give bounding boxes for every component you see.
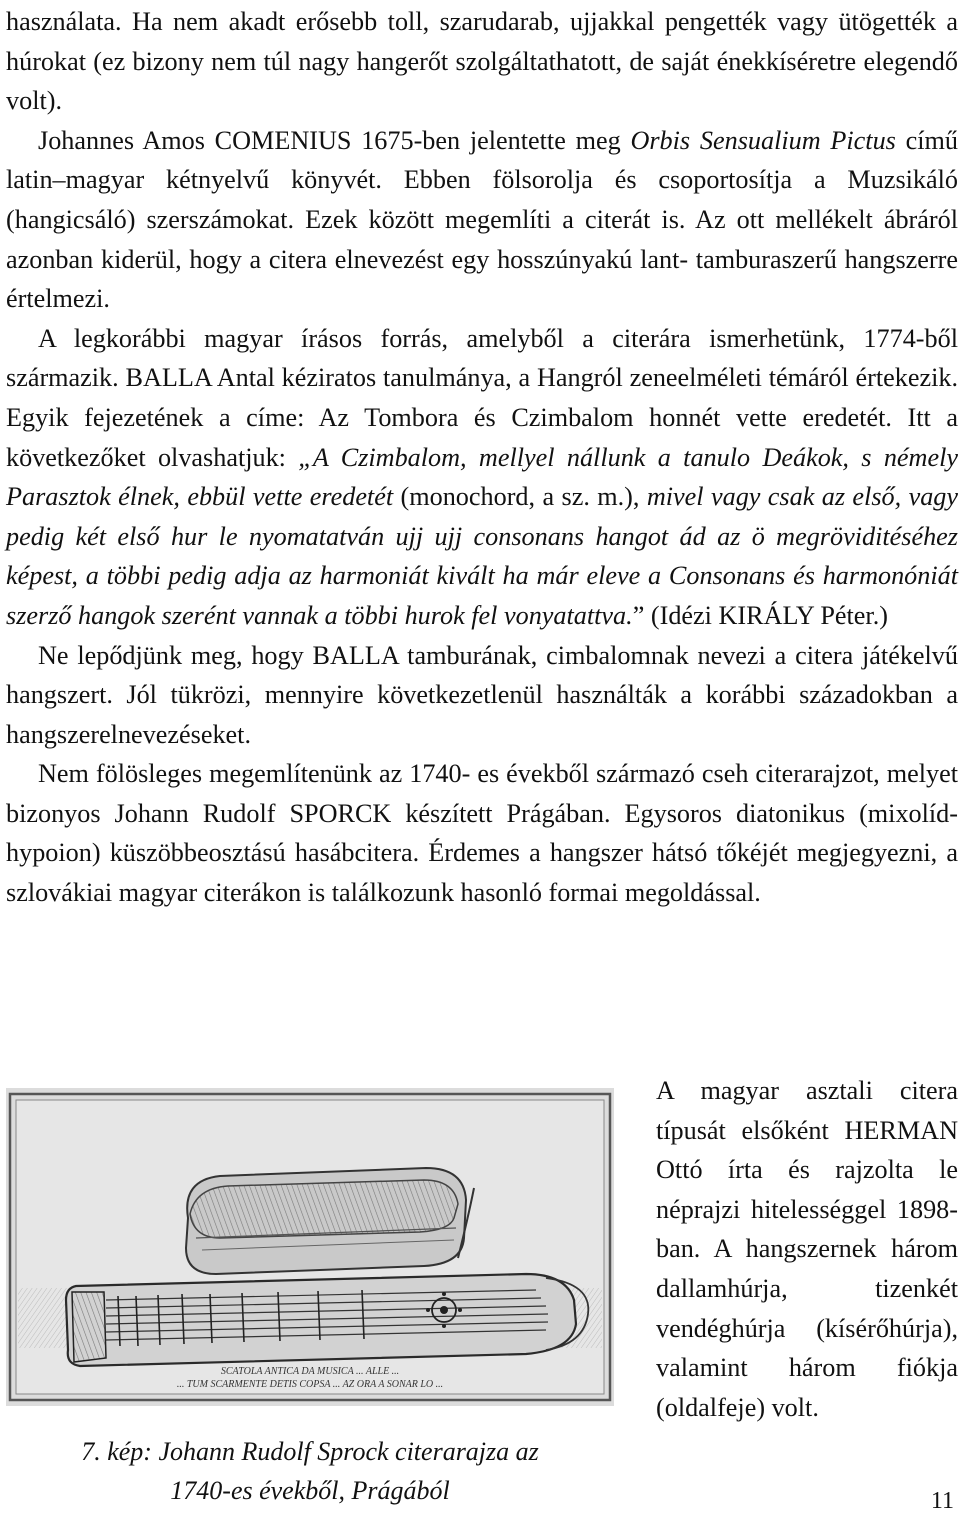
- text-segment: ” (Idézi KIRÁLY Péter.): [632, 600, 888, 630]
- text-segment: Nem fölösleges megemlítenünk az 1740- es évekből származó cseh citerarajzot, melyet bizonyos Johann Rudolf SPORCK készített Prágában. Egysoros diatonikus (mixolíd-hypoion) küszöbbeosztású hasábcitera. Érdemes a hangszer hátsó tőkéjét megjegyezni, a szlovákiai magyar citerákon is találkozunk hasonló formai megoldással.: [6, 759, 958, 908]
- italic-text-segment: Orbis Sensualium Pictus: [630, 125, 896, 155]
- zither-illustration: [6, 1088, 614, 1406]
- zither-case-drawing: [186, 1168, 466, 1274]
- side-column-text: [656, 1071, 958, 1427]
- body-paragraph: [6, 2, 958, 121]
- main-body-text: [6, 2, 958, 913]
- text-segment: A legkorábbi magyar írásos forrás, amelyből a citerára ismerhetünk, 1774-ből származik. BALLA Antal kéziratos tanulmánya, a Hangról zeneelméleti témáról értekezik. Egyik fejezetének a címe: Az Tombora és Czimbalom honnét vette eredetét. Itt a következőket olvashatjuk:: [6, 323, 958, 472]
- drawing-inscription-line-2: ... TUM SCARMENTE DETIS COPSA ... AZ ORA A SONAR LO ...: [176, 1379, 444, 1390]
- text-segment: című latin–magyar kétnyelvű könyvét. Ebben fölsorolja és csoportosítja a Muzsikáló (hangicsáló) szerszámokat. Ezek között megemlíti a citerát is. Az ott mellékelt ábráról azonban kiderül, hogy a citera elnevezést egy hosszúnyakú lant- tamburaszerű hangszerre értelmezi.: [6, 125, 958, 314]
- side-paragraph: A magyar asztali citera típusát elsőként HERMAN Ottó írta és rajzolta le néprajzi hitelességgel 1898-ban. A hangszernek három dallamhúrja, tizenkét vendéghúrja (kísérőhúrja), valamint három fiókja (oldalfeje) volt.: [656, 1076, 958, 1422]
- text-segment: Johannes Amos COMENIUS 1675-ben jelentette meg: [38, 125, 631, 155]
- italic-text-segment: mivel vagy csak az első, vagy pedig két első hur le nyomatatván ujj ujj consonans hangot ád az ö megröviditéséhez képest, a többi pedig adja az harmoniát kivált ha már eleve a Consonans és harmonóniát szerző hangok szerént vannak a többi hurok fel vonyatattva.: [6, 482, 959, 630]
- figure-caption-line-2: 1740-es évekből, Prágából: [170, 1476, 450, 1505]
- figure-caption: [6, 1432, 614, 1510]
- body-paragraph: [6, 636, 958, 755]
- figure-caption-line-1: 7. kép: Johann Rudolf Sprock citerarajza az: [81, 1437, 539, 1466]
- zither-drawing-figure: [6, 1088, 614, 1406]
- text-segment: használata. Ha nem akadt erősebb toll, szarudarab, ujjakkal pengették vagy ütögették a húrokat (ez bizony nem túl nagy hangerőt szolgáltathatott, de saját énekkíséretre elegendő volt).: [6, 7, 958, 116]
- drawing-inscription-line-1: SCATOLA ANTICA DA MUSICA ... ALLE ...: [220, 1366, 400, 1377]
- body-paragraph: [6, 121, 958, 319]
- page-number: 11: [930, 1488, 954, 1514]
- zither-body-drawing: [66, 1274, 588, 1366]
- italic-text-segment: „A Czimbalom, mellyel nállunk a tanulo Deákok, s némely Parasztok élnek, ebbül vette eredetét: [6, 442, 958, 512]
- body-paragraph: [6, 319, 958, 636]
- text-segment: Ne lepődjünk meg, hogy BALLA tamburának, cimbalomnak nevezi a citera játékelvű hangszert. Jól tükrözi, mennyire következetlenül használták a korábbi századokban a hangszerelnevezéseket.: [6, 640, 958, 749]
- body-paragraph: [6, 754, 958, 912]
- text-segment: (monochord, a sz. m.),: [393, 482, 647, 512]
